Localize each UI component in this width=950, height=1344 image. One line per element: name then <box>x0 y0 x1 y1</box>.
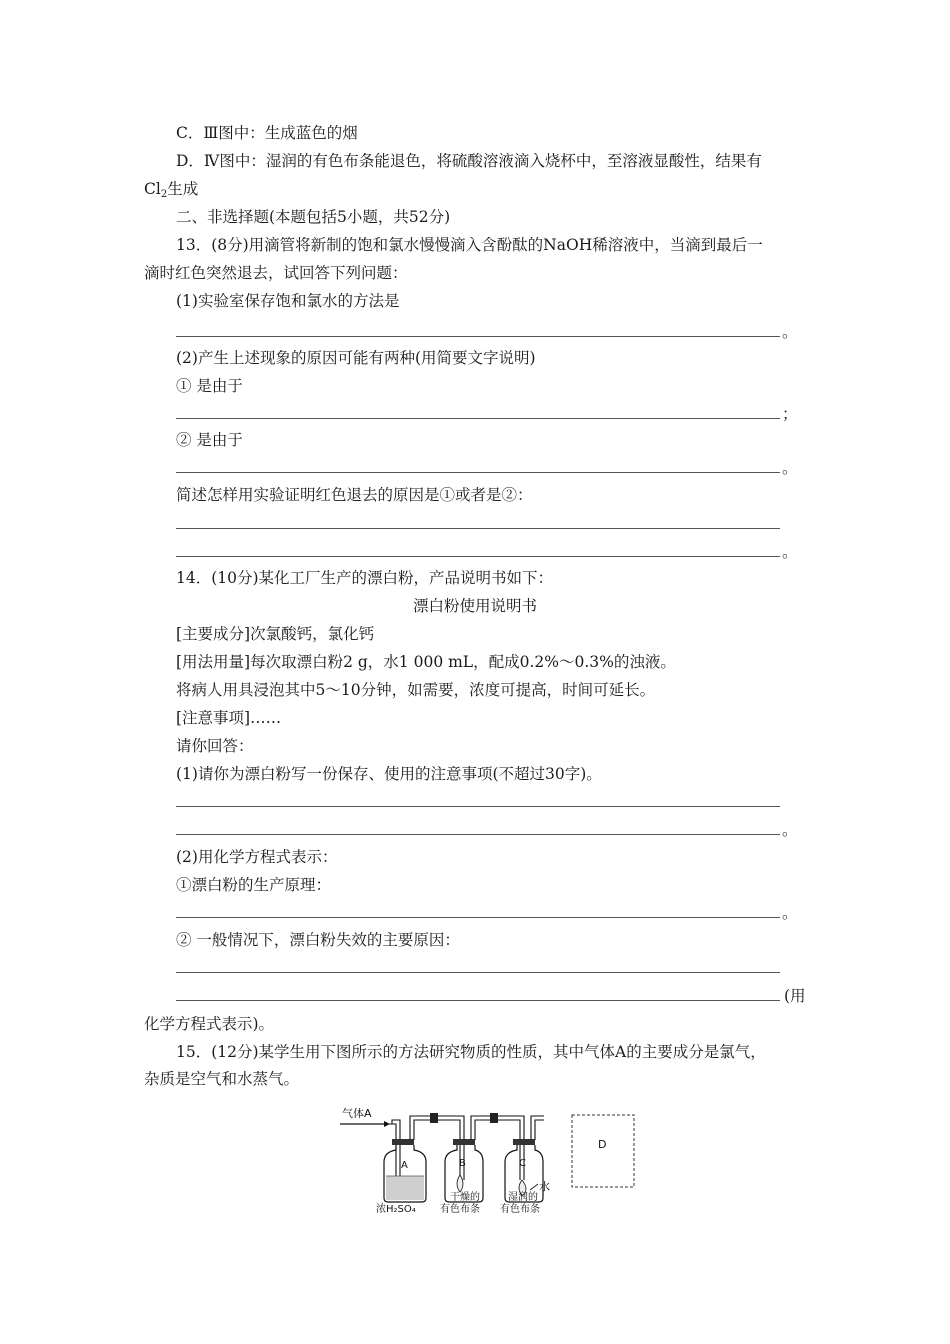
water-label: 水 <box>539 1180 550 1193</box>
box-d <box>572 1115 634 1187</box>
q15-stem-line2: 杂质是空气和水蒸气。 <box>144 1070 300 1088</box>
line-end-period: 。 <box>782 904 798 922</box>
q14-part1: (1)请你为漂白粉写一份保存、使用的注意事项(不超过30字)。 <box>176 765 602 783</box>
manual-ingredients: [主要成分]次氯酸钙，氯化钙 <box>176 625 375 643</box>
q14-ask: 请你回答： <box>176 737 254 755</box>
answer-line[interactable] <box>176 1000 780 1001</box>
answer-line[interactable] <box>176 336 780 337</box>
answer-line[interactable] <box>176 972 780 973</box>
q14-part2a: ①漂白粉的生产原理： <box>176 876 332 894</box>
option-d-line1: D．Ⅳ图中：湿润的有色布条能退色，将硫酸溶液滴入烧杯中，至溶液显酸性，结果有 <box>176 152 762 170</box>
line-end-period: 。 <box>782 323 798 341</box>
label-dry-2: 有色布条 <box>440 1204 480 1215</box>
line-end-semicolon: ； <box>782 405 798 423</box>
answer-line[interactable] <box>176 418 780 419</box>
q13-reason2: ② 是由于 <box>176 431 243 449</box>
bottle-c-letter: C <box>519 1158 526 1169</box>
label-wet-2: 有色布条 <box>500 1204 540 1215</box>
answer-line[interactable] <box>176 834 780 835</box>
manual-soak: 将病人用具浸泡其中5～10分钟，如需要，浓度可提高，时间可延长。 <box>176 681 656 699</box>
apparatus-figure <box>338 1080 648 1215</box>
q14-tail: 化学方程式表示)。 <box>144 1015 275 1033</box>
gas-a-label: 气体A <box>342 1107 372 1120</box>
answer-line[interactable] <box>176 917 780 918</box>
q13-part1: (1)实验室保存饱和氯水的方法是 <box>176 292 400 310</box>
q15-stem-line1: 15．(12分)某学生用下图所示的方法研究物质的性质，其中气体A的主要成分是氯气， <box>176 1043 766 1061</box>
section-heading: 二、非选择题(本题包括5小题，共52分) <box>176 208 451 226</box>
answer-line[interactable] <box>176 472 780 473</box>
dry-cloth-strip <box>457 1175 463 1192</box>
bottle-a-letter: A <box>401 1160 408 1171</box>
q13-stem-line1: 13．(8分)用滴管将新制的饱和氯水慢慢滴入含酚酞的NaOH稀溶液中，当滴到最后一 <box>176 236 763 254</box>
option-c: C．Ⅲ图中：生成蓝色的烟 <box>176 124 358 142</box>
label-wet-1: 湿润的 <box>508 1192 538 1203</box>
q13-reason1: ① 是由于 <box>176 377 243 395</box>
bottle-b-letter: B <box>459 1158 466 1169</box>
q13-part3: 简述怎样用实验证明红色退去的原因是①或者是②： <box>176 486 533 504</box>
line-end-period: 。 <box>782 821 798 839</box>
q14-stem: 14．(10分)某化工厂生产的漂白粉，产品说明书如下： <box>176 569 554 587</box>
answer-line[interactable] <box>176 556 780 557</box>
manual-notes: [注意事项]…… <box>176 709 282 727</box>
box-d-letter: D <box>598 1138 607 1151</box>
q13-stem-line2: 滴时红色突然退去，试回答下列问题： <box>144 264 408 282</box>
q14-part2: (2)用化学方程式表示： <box>176 848 338 866</box>
answer-line[interactable] <box>176 806 780 807</box>
label-conc-h2so4: 浓H₂SO₄ <box>376 1204 416 1215</box>
bottle-a <box>384 1139 426 1202</box>
q14-part2b: ② 一般情况下，漂白粉失效的主要原因： <box>176 931 460 949</box>
line-end-period: 。 <box>782 543 798 561</box>
option-d-line2: $Cl_2$生成 <box>144 180 199 200</box>
manual-title: 漂白粉使用说明书 <box>412 597 537 615</box>
label-dry-1: 干燥的 <box>450 1192 480 1203</box>
line-end-yong: (用 <box>784 987 806 1005</box>
liquid-fill <box>386 1176 424 1200</box>
manual-usage: [用法用量]每次取漂白粉2 g，水1 000 mL，配成0.2%～0.3%的浊液。 <box>176 653 676 671</box>
answer-line[interactable] <box>176 528 780 529</box>
line-end-period: 。 <box>782 459 798 477</box>
q13-part2: (2)产生上述现象的原因可能有两种(用简要文字说明) <box>176 349 536 367</box>
